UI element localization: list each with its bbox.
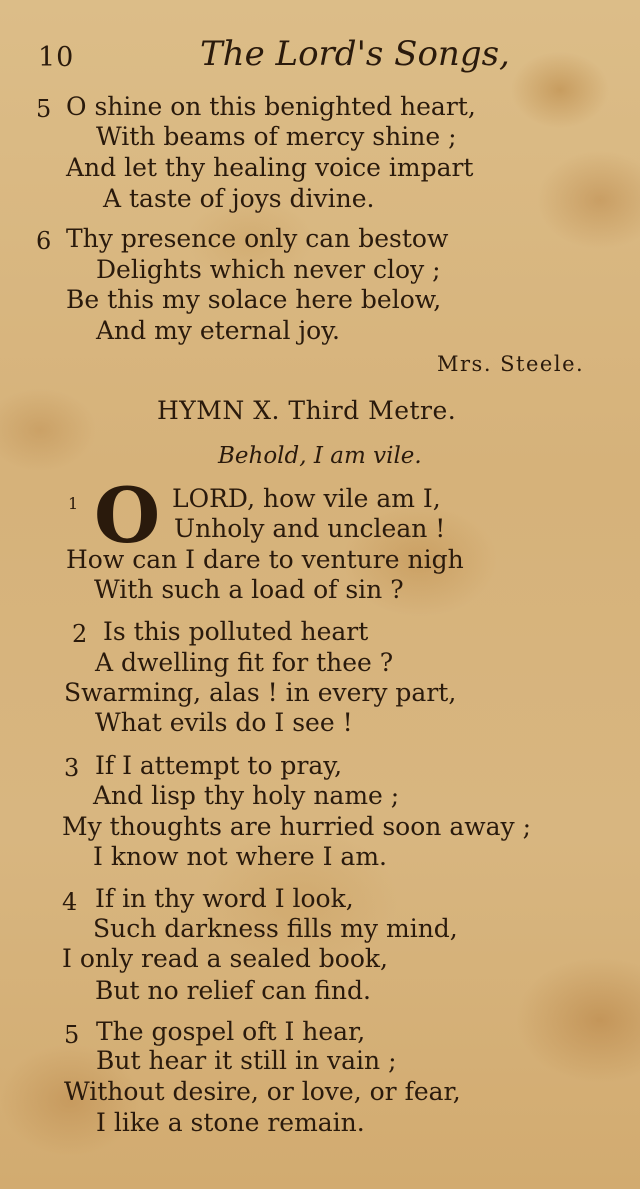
verse-line: Be this my solace here below, (66, 285, 442, 314)
page-header (38, 30, 510, 82)
stanza-number: 3 (64, 754, 80, 782)
verse-line: LORD, how vile am I, (172, 484, 441, 513)
verse-line: And my eternal joy. (96, 316, 340, 345)
verse-line: Without desire, or love, or fear, (64, 1077, 461, 1106)
drop-cap: O (94, 471, 161, 560)
verse-line: But no relief can find. (95, 976, 371, 1005)
stanza-number: 4 (62, 888, 78, 916)
stanza-number: 2 (72, 620, 88, 648)
verse-line: Delights which never cloy ; (96, 255, 441, 284)
verse-line: O shine on this benighted heart, (66, 92, 476, 121)
verse-line: Unholy and unclean ! (174, 514, 446, 543)
verse-line: What evils do I see ! (95, 708, 353, 737)
verse-line: But hear it still in vain ; (96, 1046, 397, 1075)
hymn-subtitle: Behold, I am vile. (218, 443, 422, 469)
verse-line: I like a stone remain. (96, 1108, 365, 1137)
verse-line: And let thy healing voice impart (66, 153, 474, 182)
verse-line: If I attempt to pray, (95, 751, 343, 780)
verse-line: And lisp thy holy name ; (93, 781, 400, 810)
stanza-number: 1 (68, 494, 79, 513)
verse-line: Thy presence only can bestow (66, 224, 449, 253)
page-number: 10 (38, 42, 75, 73)
verse-line: A dwelling fit for thee ? (95, 648, 394, 677)
stanza-number: 5 (64, 1021, 80, 1049)
verse-line: I know not where I am. (93, 842, 387, 871)
verse-line: Swarming, alas ! in every part, (64, 678, 457, 707)
running-title: The Lord's Songs, (200, 34, 510, 74)
verse-line: I only read a sealed book, (62, 944, 388, 973)
verse-line: My thoughts are hurried soon away ; (62, 812, 532, 841)
verse-line: With such a load of sin ? (94, 575, 404, 604)
verse-line: If in thy word I look, (95, 884, 354, 913)
stanza-number: 5 (36, 95, 52, 123)
verse-line: The gospel oft I hear, (96, 1017, 366, 1046)
stanza-number: 6 (36, 227, 52, 255)
hymn-title: HYMN X. Third Metre. (157, 396, 457, 425)
verse-line: A taste of joys divine. (103, 184, 375, 213)
verse-line: With beams of mercy shine ; (96, 122, 457, 151)
verse-line: Is this polluted heart (103, 617, 369, 646)
verse-line: How can I dare to venture nigh (66, 545, 464, 574)
author-attribution: Mrs. Steele. (437, 352, 585, 376)
verse-line: Such darkness fills my mind, (93, 914, 458, 943)
